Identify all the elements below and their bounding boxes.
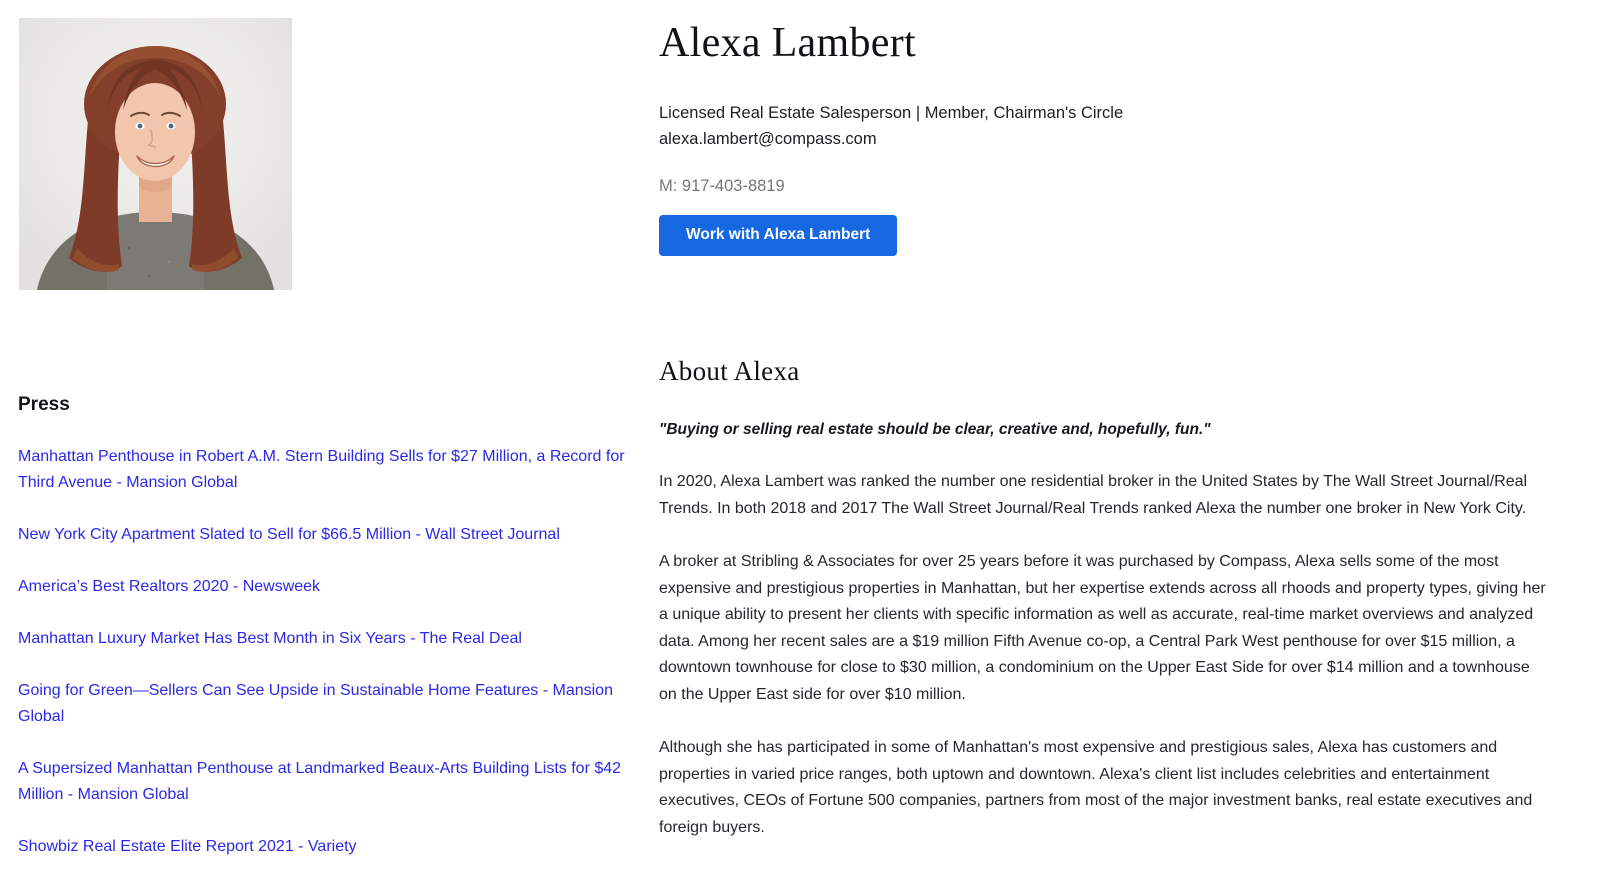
about-section (659, 356, 1549, 841)
about-paragraph-3: Although she has participated in some of Manhattan's most expensive and prestigious sales, Alexa has customers and properties in varied price ranges, both uptown and downtown. Alexa's client list includes celebrities and entertainment executives, CEOs of Fortune 500 companies, partners from most of the major investment banks, real estate executives and foreign buyers. (659, 739, 1533, 836)
press-heading: Press (18, 394, 70, 415)
press-link-4[interactable]: Manhattan Luxury Market Has Best Month in Six Years - The Real Deal (18, 630, 522, 647)
press-section (18, 394, 638, 886)
about-paragraph-1: In 2020, Alexa Lambert was ranked the number one residential broker in the United States by The Wall Street Journal/Real Trends. In both 2018 and 2017 The Wall Street Journal/Real Trends ranked Alexa the number one broker in New York City. (659, 473, 1528, 517)
press-link-1[interactable]: Manhattan Penthouse in Robert A.M. Stern Building Sells for $27 Million, a Record for Third Avenue - Mansion Global (18, 448, 625, 491)
agent-header (659, 20, 1559, 256)
press-link-2[interactable]: New York City Apartment Slated to Sell for $66.5 Million - Wall Street Journal (18, 526, 560, 543)
about-paragraph-2: A broker at Stribling & Associates for over 25 years before it was purchased by Compass, Alexa sells some of the most expensive and prestigious properties in Manhattan, but her expertise extends across all rhoods and property types, giving her a unique ability to present her clients with specific information as well as accurate, real-time market overviews and analyzed data. Among her recent sales are a $19 million Fifth Avenue co-op, a Central Park West penthouse for over $15 million, a downtown townhouse for close to $30 million, a condominium on the Upper East Side for over $14 million and a townhouse on the Upper East side for over $10 million. (659, 553, 1546, 703)
agent-name: Alexa Lambert (659, 20, 916, 66)
agent-headshot-photo (19, 18, 292, 290)
portrait-image (19, 18, 292, 290)
agent-title-line: Licensed Real Estate Salesperson | Member, Chairman's Circle (659, 104, 1124, 123)
about-heading: About Alexa (659, 356, 800, 386)
agent-quote: "Buying or selling real estate should be clear, creative and, hopefully, fun." (659, 421, 1211, 438)
press-link-7[interactable]: Showbiz Real Estate Elite Report 2021 - Variety (18, 838, 357, 855)
press-link-5[interactable]: Going for Green—Sellers Can See Upside in Sustainable Home Features - Mansion Global (18, 682, 613, 725)
work-with-agent-button[interactable]: Work with Alexa Lambert (659, 215, 897, 256)
agent-phone: M: 917-403-8819 (659, 177, 785, 196)
press-link-3[interactable]: America’s Best Realtors 2020 - Newsweek (18, 578, 321, 595)
agent-email-link[interactable]: alexa.lambert@compass.com (659, 130, 877, 149)
press-link-6[interactable]: A Supersized Manhattan Penthouse at Landmarked Beaux-Arts Building Lists for $42 Million - Mansion Global (18, 760, 622, 803)
